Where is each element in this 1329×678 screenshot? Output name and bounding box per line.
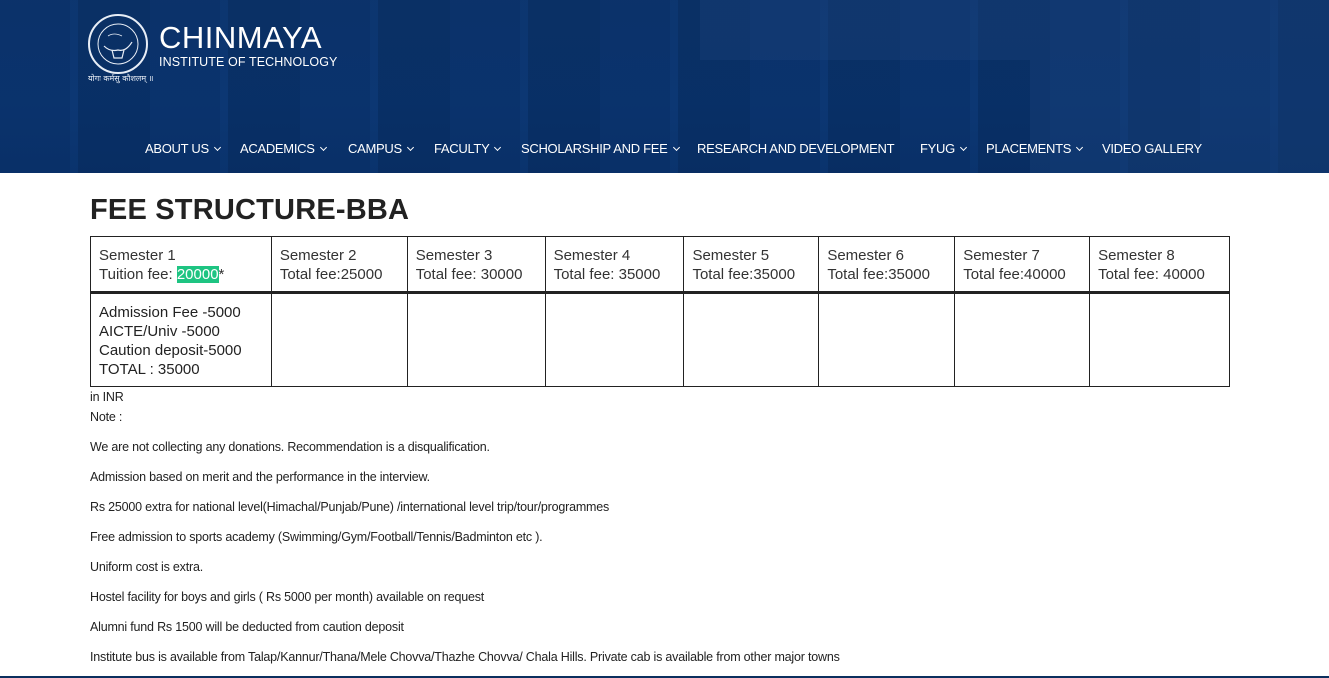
semester-name: Semester 4	[553, 247, 631, 264]
note-item: Alumni fund Rs 1500 will be deducted from caution deposit	[90, 620, 404, 634]
chevron-down-icon	[672, 144, 679, 151]
nav-item-fyug[interactable]	[920, 140, 966, 158]
empty-cell	[955, 293, 1090, 387]
note-item: Hostel facility for boys and girls ( Rs 5000 per month) available on request	[90, 590, 485, 604]
detail-line: AICTE/Univ -5000	[99, 323, 220, 340]
note-item: Uniform cost is extra.	[90, 560, 203, 574]
semester-cell	[271, 237, 407, 293]
brand-subtitle: INSTITUTE OF TECHNOLOGY	[159, 55, 338, 69]
table-detail-row	[91, 293, 1230, 387]
semester-cell	[955, 237, 1090, 293]
note-label: Note :	[90, 410, 123, 424]
nav-label: CAMPUS	[348, 141, 402, 156]
site-logo[interactable]	[86, 12, 346, 87]
nav-item-campus[interactable]	[348, 140, 413, 158]
semester-fee: Total fee: 35000	[553, 266, 661, 283]
semester-fee: Total fee: 30000	[415, 266, 523, 283]
currency-note: in INR	[90, 390, 124, 404]
detail-line: TOTAL : 35000	[99, 361, 200, 378]
chevron-down-icon	[960, 144, 967, 151]
note-item: Rs 25000 extra for national level(Himachal/Punjab/Pune) /international level trip/tour/programmes	[90, 500, 610, 514]
nav-label: FACULTY	[434, 141, 490, 156]
semester-name: Semester 6	[827, 247, 905, 264]
note-item: Institute bus is available from Talap/Kannur/Thana/Mele Chovva/Thazhe Chovva/ Chala Hills. Private cab is available from other major towns	[90, 650, 840, 664]
semester-name: Semester 7	[963, 247, 1040, 264]
chevron-down-icon	[1076, 144, 1083, 151]
semester-name: Semester 2	[279, 247, 357, 264]
site-header	[0, 0, 1329, 173]
main-navigation	[0, 140, 1329, 158]
nav-item-academics[interactable]	[240, 140, 326, 158]
detail-line: Caution deposit-5000	[99, 342, 242, 359]
nav-item-about-us[interactable]	[145, 140, 220, 158]
detail-line: Admission Fee -5000	[99, 304, 241, 321]
seal-icon	[88, 14, 148, 74]
semester-name: Semester 1	[99, 247, 176, 264]
chevron-down-icon	[494, 144, 501, 151]
empty-cell	[1090, 293, 1230, 387]
nav-label: ACADEMICS	[240, 141, 315, 156]
fee-label: Tuition fee:	[99, 266, 177, 283]
empty-cell	[271, 293, 407, 387]
nav-label: RESEARCH AND DEVELOPMENT	[697, 141, 895, 156]
semester-cell	[545, 237, 684, 293]
nav-item-faculty[interactable]	[434, 140, 500, 158]
empty-cell	[407, 293, 545, 387]
nav-item-scholarship-and-fee[interactable]	[521, 140, 679, 158]
empty-cell	[684, 293, 819, 387]
header-background-building	[700, 0, 1329, 60]
semester-cell	[407, 237, 545, 293]
empty-cell	[819, 293, 955, 387]
table-header-row	[91, 237, 1230, 293]
fee-asterisk: *	[218, 266, 225, 283]
note-item: Admission based on merit and the performance in the interview.	[90, 470, 430, 484]
brand-name: CHINMAYA	[159, 20, 323, 55]
logo-motto: योगः कर्मसु कौशलम् ॥	[88, 74, 154, 83]
nav-label: VIDEO GALLERY	[1102, 141, 1202, 156]
semester-fee	[99, 265, 263, 284]
nav-label: SCHOLARSHIP AND FEE	[521, 141, 668, 156]
nav-label: FYUG	[920, 141, 955, 156]
semester-fee: Total fee:35000	[692, 266, 796, 283]
nav-item-video-gallery[interactable]	[1102, 140, 1202, 158]
semester-cell	[684, 237, 819, 293]
semester-cell	[819, 237, 955, 293]
semester-name: Semester 8	[1098, 247, 1175, 264]
nav-label: ABOUT US	[145, 141, 209, 156]
semester-cell	[91, 237, 272, 293]
semester-fee: Total fee:35000	[827, 266, 930, 283]
chevron-down-icon	[320, 144, 327, 151]
empty-cell	[545, 293, 684, 387]
note-item: Free admission to sports academy (Swimming/Gym/Football/Tennis/Badminton etc ).	[90, 530, 543, 544]
semester-fee: Total fee: 40000	[1098, 266, 1205, 283]
nav-label: PLACEMENTS	[986, 141, 1072, 156]
page-title: FEE STRUCTURE-BBA	[90, 194, 410, 226]
nav-item-placements[interactable]	[986, 140, 1082, 158]
semester-cell	[1090, 237, 1230, 293]
note-item: We are not collecting any donations. Recommendation is a disqualification.	[90, 440, 490, 454]
chevron-down-icon	[407, 144, 414, 151]
fee-structure-table	[90, 236, 1230, 387]
semester-name: Semester 5	[692, 247, 770, 264]
semester-fee: Total fee:40000	[963, 266, 1066, 283]
nav-item-research-and-development[interactable]	[697, 140, 894, 158]
chevron-down-icon	[214, 144, 221, 151]
highlighted-fee-value: 20000	[176, 266, 219, 283]
semester-name: Semester 3	[415, 247, 493, 264]
semester-fee: Total fee:25000	[279, 266, 383, 283]
semester1-details-cell	[91, 293, 272, 387]
